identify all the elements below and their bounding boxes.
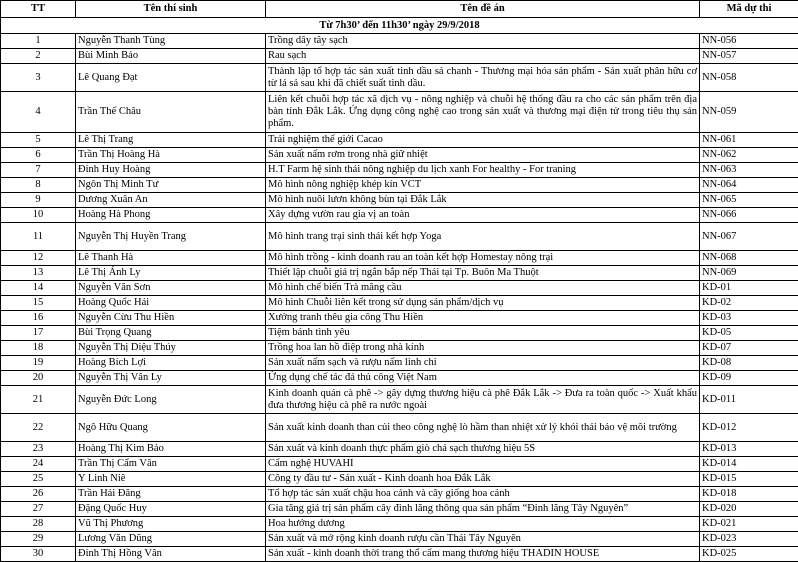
table-row bbox=[1, 281, 798, 296]
session-label: Từ 7h30’ đến 11h30’ ngày 29/9/2018 bbox=[1, 18, 798, 34]
table-row bbox=[1, 502, 798, 517]
entry-code: NN-066 bbox=[700, 208, 798, 223]
header-code: Mã dự thi bbox=[700, 1, 798, 18]
candidate-name: Trần Thị Cẩm Vân bbox=[76, 457, 266, 472]
table-row bbox=[1, 442, 798, 457]
candidate-name: Lương Văn Dũng bbox=[76, 532, 266, 547]
entry-code: KD-018 bbox=[700, 487, 798, 502]
entry-code: KD-05 bbox=[700, 326, 798, 341]
candidate-name: Vũ Thị Phương bbox=[76, 517, 266, 532]
row-number: 26 bbox=[1, 487, 76, 502]
project-title: Ứng dụng chế tác đá thủ công Việt Nam bbox=[266, 371, 700, 386]
entry-code: KD-015 bbox=[700, 472, 798, 487]
candidate-name: Đặng Quốc Huy bbox=[76, 502, 266, 517]
table-row bbox=[1, 163, 798, 178]
row-number: 28 bbox=[1, 517, 76, 532]
entry-code: KD-08 bbox=[700, 356, 798, 371]
table-row bbox=[1, 266, 798, 281]
candidate-name: Hoàng Bích Lợi bbox=[76, 356, 266, 371]
table-row bbox=[1, 193, 798, 208]
project-title: Cẩm nghệ HUVAHI bbox=[266, 457, 700, 472]
candidate-name: Đinh Huy Hoàng bbox=[76, 163, 266, 178]
candidate-name: Lê Thị Trang bbox=[76, 133, 266, 148]
entry-code: NN-063 bbox=[700, 163, 798, 178]
table-row bbox=[1, 517, 798, 532]
project-title: Liên kết chuỗi hợp tác xã dịch vụ - nông nghiệp và chuỗi hệ thống đầu ra cho các sản phẩm trên địa bàn tỉnh Đắk Lắk. Ứng dụng công nghệ cao trong sản xuất và thương mại điện tử trong tiêu thụ sản phẩm. bbox=[266, 92, 700, 133]
entry-code: KD-012 bbox=[700, 414, 798, 442]
table-row bbox=[1, 49, 798, 64]
candidate-name: Lê Thanh Hà bbox=[76, 251, 266, 266]
table-row bbox=[1, 547, 798, 562]
candidate-name: Nguyễn Thanh Tùng bbox=[76, 34, 266, 49]
candidate-name: Trần Thế Châu bbox=[76, 92, 266, 133]
table-row bbox=[1, 223, 798, 251]
candidate-name: Nguyễn Thị Huyền Trang bbox=[76, 223, 266, 251]
entry-code: NN-061 bbox=[700, 133, 798, 148]
project-title: Tổ hợp tác sản xuất chậu hoa cảnh và cây giống hoa cảnh bbox=[266, 487, 700, 502]
entry-code: NN-062 bbox=[700, 148, 798, 163]
candidate-name: Bùi Minh Bảo bbox=[76, 49, 266, 64]
row-number: 5 bbox=[1, 133, 76, 148]
row-number: 18 bbox=[1, 341, 76, 356]
candidate-name: Nguyễn Cừu Thu Hiền bbox=[76, 311, 266, 326]
candidate-name: Lê Quang Đạt bbox=[76, 64, 266, 92]
candidate-name: Dương Xuân An bbox=[76, 193, 266, 208]
project-title: Sản xuất nấm sạch và rượu nấm linh chi bbox=[266, 356, 700, 371]
entry-code: KD-020 bbox=[700, 502, 798, 517]
entry-code: NN-068 bbox=[700, 251, 798, 266]
candidate-name: Trần Thị Hoàng Hà bbox=[76, 148, 266, 163]
row-number: 29 bbox=[1, 532, 76, 547]
entry-code: NN-059 bbox=[700, 92, 798, 133]
entry-code: KD-014 bbox=[700, 457, 798, 472]
candidate-name: Hoàng Quốc Hải bbox=[76, 296, 266, 311]
project-title: Rau sạch bbox=[266, 49, 700, 64]
row-number: 16 bbox=[1, 311, 76, 326]
row-number: 30 bbox=[1, 547, 76, 562]
header-project: Tên đề án bbox=[266, 1, 700, 18]
header-name: Tên thí sinh bbox=[76, 1, 266, 18]
project-title: Mô hình nông nghiệp khép kín VCT bbox=[266, 178, 700, 193]
project-title: Mô hình trồng - kinh doanh rau an toàn kết hợp Homestay nông trại bbox=[266, 251, 700, 266]
row-number: 6 bbox=[1, 148, 76, 163]
entry-code: NN-058 bbox=[700, 64, 798, 92]
entry-code: KD-021 bbox=[700, 517, 798, 532]
row-number: 25 bbox=[1, 472, 76, 487]
row-number: 20 bbox=[1, 371, 76, 386]
candidate-name: Bùi Trọng Quang bbox=[76, 326, 266, 341]
candidate-name: Trần Hải Đăng bbox=[76, 487, 266, 502]
project-title: Thiết lập chuỗi giá trị ngắn bắp nếp Thái tại Tp. Buôn Ma Thuột bbox=[266, 266, 700, 281]
entry-code: NN-057 bbox=[700, 49, 798, 64]
row-number: 17 bbox=[1, 326, 76, 341]
row-number: 7 bbox=[1, 163, 76, 178]
row-number: 22 bbox=[1, 414, 76, 442]
table-row bbox=[1, 472, 798, 487]
entry-code: NN-064 bbox=[700, 178, 798, 193]
table-row bbox=[1, 386, 798, 414]
row-number: 27 bbox=[1, 502, 76, 517]
session-row bbox=[1, 18, 798, 34]
header-tt: TT bbox=[1, 1, 76, 18]
project-title: H.T Farm hệ sinh thái nông nghiệp du lịch xanh For healthy - For traning bbox=[266, 163, 700, 178]
row-number: 8 bbox=[1, 178, 76, 193]
candidate-name: Nguyễn Văn Sơn bbox=[76, 281, 266, 296]
table-row bbox=[1, 341, 798, 356]
row-number: 13 bbox=[1, 266, 76, 281]
project-title: Sản xuất nấm rơm trong nhà giữ nhiệt bbox=[266, 148, 700, 163]
project-title: Trải nghiệm thế giới Cacao bbox=[266, 133, 700, 148]
table-row bbox=[1, 251, 798, 266]
row-number: 1 bbox=[1, 34, 76, 49]
project-title: Tiệm bánh tình yêu bbox=[266, 326, 700, 341]
header-row bbox=[1, 1, 798, 18]
row-number: 14 bbox=[1, 281, 76, 296]
row-number: 19 bbox=[1, 356, 76, 371]
project-title: Gia tăng giá trị sản phẩm cây đinh lăng thông qua sản phẩm “Đinh lăng Tây Nguyên” bbox=[266, 502, 700, 517]
project-title: Hoa hướng dương bbox=[266, 517, 700, 532]
table-row bbox=[1, 371, 798, 386]
entry-code: KD-09 bbox=[700, 371, 798, 386]
entry-code: NN-069 bbox=[700, 266, 798, 281]
candidate-name: Y Linh Niê bbox=[76, 472, 266, 487]
table-row bbox=[1, 178, 798, 193]
table-row bbox=[1, 92, 798, 133]
entry-code: KD-023 bbox=[700, 532, 798, 547]
row-number: 21 bbox=[1, 386, 76, 414]
entry-code: NN-056 bbox=[700, 34, 798, 49]
entry-code: KD-011 bbox=[700, 386, 798, 414]
row-number: 10 bbox=[1, 208, 76, 223]
project-title: Sản xuất kinh doanh than củi theo công nghệ lò hầm than nhiệt xử lý khói thải bảo vệ môi trường bbox=[266, 414, 700, 442]
entry-code: KD-013 bbox=[700, 442, 798, 457]
entry-code: KD-03 bbox=[700, 311, 798, 326]
project-title: Trồng dây tây sạch bbox=[266, 34, 700, 49]
project-title: Thành lập tổ hợp tác sản xuất tinh dầu sả chanh - Thương mại hóa sản phẩm - Sản xuất phân hữu cơ từ lá sả sau khi đã chiết suất tinh dầu. bbox=[266, 64, 700, 92]
table-row bbox=[1, 34, 798, 49]
row-number: 12 bbox=[1, 251, 76, 266]
row-number: 4 bbox=[1, 92, 76, 133]
candidate-name: Nguyễn Đức Long bbox=[76, 386, 266, 414]
table-row bbox=[1, 64, 798, 92]
table-row bbox=[1, 208, 798, 223]
row-number: 24 bbox=[1, 457, 76, 472]
candidate-name: Lê Thị Ánh Ly bbox=[76, 266, 266, 281]
row-number: 3 bbox=[1, 64, 76, 92]
table-row bbox=[1, 148, 798, 163]
candidate-name: Đinh Thị Hồng Vân bbox=[76, 547, 266, 562]
row-number: 11 bbox=[1, 223, 76, 251]
table-row bbox=[1, 414, 798, 442]
project-title: Sản xuất và kinh doanh thực phẩm giò chả sạch thương hiệu 5S bbox=[266, 442, 700, 457]
project-title: Sản xuất - kinh doanh thời trang thổ cẩm mang thương hiệu THADIN HOUSE bbox=[266, 547, 700, 562]
project-title: Kinh doanh quán cà phê -> gây dựng thương hiệu cà phê Đắk Lắk -> Đưa ra toàn quốc -> Xuất khẩu đưa thương hiệu cà phê ra nước ngoài bbox=[266, 386, 700, 414]
project-title: Mô hình nuôi lươn không bùn tại Đắk Lắk bbox=[266, 193, 700, 208]
project-title: Xây dựng vườn rau gia vị an toàn bbox=[266, 208, 700, 223]
entry-code: NN-067 bbox=[700, 223, 798, 251]
table-row bbox=[1, 532, 798, 547]
table-row bbox=[1, 326, 798, 341]
candidate-name: Ngôn Thị Minh Tư bbox=[76, 178, 266, 193]
candidate-name: Ngô Hữu Quang bbox=[76, 414, 266, 442]
table-row bbox=[1, 356, 798, 371]
candidate-name: Nguyễn Thị Diệu Thúy bbox=[76, 341, 266, 356]
table-row bbox=[1, 487, 798, 502]
entry-code: KD-07 bbox=[700, 341, 798, 356]
candidate-name: Hoàng Thị Kim Bảo bbox=[76, 442, 266, 457]
project-title: Mô hình Chuỗi liên kết trong sử dụng sản phẩm/dịch vụ bbox=[266, 296, 700, 311]
row-number: 2 bbox=[1, 49, 76, 64]
entry-code: KD-02 bbox=[700, 296, 798, 311]
project-title: Trồng hoa lan hồ điệp trong nhà kính bbox=[266, 341, 700, 356]
row-number: 9 bbox=[1, 193, 76, 208]
table-row bbox=[1, 457, 798, 472]
row-number: 15 bbox=[1, 296, 76, 311]
entry-code: NN-065 bbox=[700, 193, 798, 208]
table-row bbox=[1, 311, 798, 326]
project-title: Xưởng tranh thêu gia công Thu Hiền bbox=[266, 311, 700, 326]
entry-code: KD-025 bbox=[700, 547, 798, 562]
candidate-name: Hoàng Hà Phong bbox=[76, 208, 266, 223]
candidate-name: Nguyễn Thị Vân Ly bbox=[76, 371, 266, 386]
project-title: Mô hình chế biến Trà măng cầu bbox=[266, 281, 700, 296]
project-title: Mô hình trang trại sinh thái kết hợp Yoga bbox=[266, 223, 700, 251]
project-title: Công ty đầu tư - Sản xuất - Kinh doanh hoa Đắk Lắk bbox=[266, 472, 700, 487]
project-title: Sản xuất và mở rộng kinh doanh rượu cần Thái Tây Nguyên bbox=[266, 532, 700, 547]
table-row bbox=[1, 296, 798, 311]
entry-code: KD-01 bbox=[700, 281, 798, 296]
table-row bbox=[1, 133, 798, 148]
row-number: 23 bbox=[1, 442, 76, 457]
